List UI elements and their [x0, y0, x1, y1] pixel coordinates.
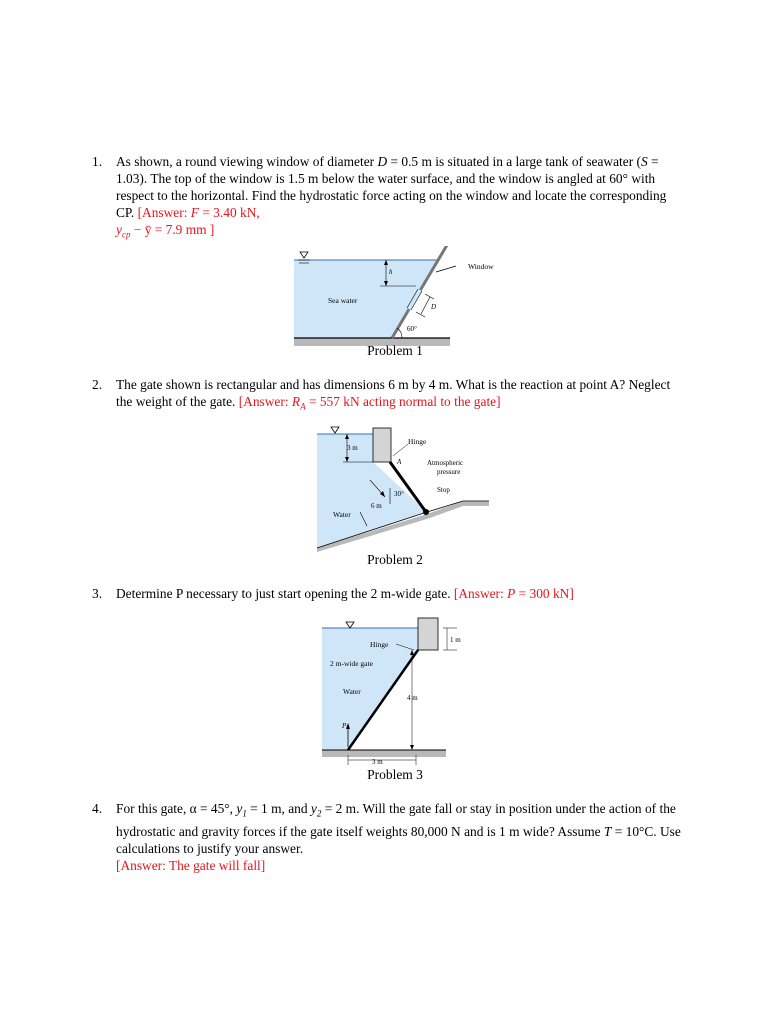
label-window: Window [468, 262, 494, 271]
figure-problem-1 [290, 246, 510, 351]
problem-text: As shown, a round viewing window of diameter D = 0.5 m is situated in a large tank of seawater (S = 1.03). The top of the window is 1.5 m below the water surface, and the window is angled at 60° with respect to the horizontal. Find the hydrostatic force acting on the window and locate the corresponding CP. [Answer: F = 3.40 kN, $y_{cp}$ − ȳ = 7.9 mm ] [116, 153, 682, 244]
figure-problem-3 [318, 614, 474, 774]
label-h: h [389, 268, 393, 276]
answer: [Answer: F = 3.40 kN, [137, 205, 260, 220]
answer: [Answer: The gate will fall] [116, 857, 266, 873]
answer: [Answer: P = 300 kN] [453, 586, 574, 601]
problem-number: 1. [92, 154, 103, 169]
label-P: P [342, 722, 347, 730]
problem-number: 2. [92, 377, 103, 392]
caption-problem-2: Problem 2 [367, 552, 423, 567]
label-D: D [431, 303, 437, 311]
label-30deg: 30° [394, 490, 404, 498]
figure-problem-2 [313, 424, 493, 557]
problem-text: For this gate, α = 45°, $y_1 = 1$ m, and $y_2 = 2$ m. Will the gate fall or stay in position under the action of the hydrostatic and gravity forces if the gate itself weights 80,000 N and is 1 m wide? Assume T = 10°C. Use calculations to justify your answer. [Answer: The gate will fall] [116, 801, 681, 873]
label-water: Water [343, 687, 361, 696]
label-2m-wide-gate: 2 m-wide gate [330, 659, 373, 668]
label-angle: 60° [407, 325, 417, 333]
label-atmospheric: Atmospheric [427, 459, 464, 467]
problem-number: 3. [92, 586, 103, 601]
label-4m: 4 m [407, 694, 418, 702]
problem-text: The gate shown is rectangular and has dimensions 6 m by 4 m. What is the reaction at point A? Neglect the weight of the gate. [Answer: $R_A = 557$ kN acting normal to the gate] [116, 377, 671, 412]
problem-2 [92, 376, 682, 416]
label-1m: 1 m [450, 636, 461, 644]
label-hinge: Hinge [370, 640, 389, 649]
caption-problem-1: Problem 1 [367, 343, 423, 358]
label-sea-water: Sea water [328, 296, 358, 305]
answer: [Answer: $R_A = 557$ kN acting normal to the gate] [238, 394, 501, 412]
problem-text: Determine P necessary to just start opening the 2 m-wide gate. [Answer: P = 300 kN] [116, 586, 574, 601]
label-3m: 3 m [372, 758, 383, 766]
problem-number: 4. [92, 801, 103, 816]
label-water: Water [333, 510, 351, 519]
label-pressure: pressure [437, 468, 461, 476]
label-A: A [397, 458, 402, 466]
label-6m: 6 m [371, 502, 382, 510]
problem-4 [92, 800, 682, 874]
problem-3 [92, 585, 682, 602]
label-hinge: Hinge [408, 437, 427, 446]
label-3m: 3 m [347, 444, 358, 452]
problem-1 [92, 153, 682, 244]
caption-problem-3: Problem 3 [367, 767, 423, 782]
label-stop: Stop [437, 486, 450, 494]
answer-equation: $y_{cp}$ − ȳ = 7.9 mm ] [116, 222, 215, 240]
